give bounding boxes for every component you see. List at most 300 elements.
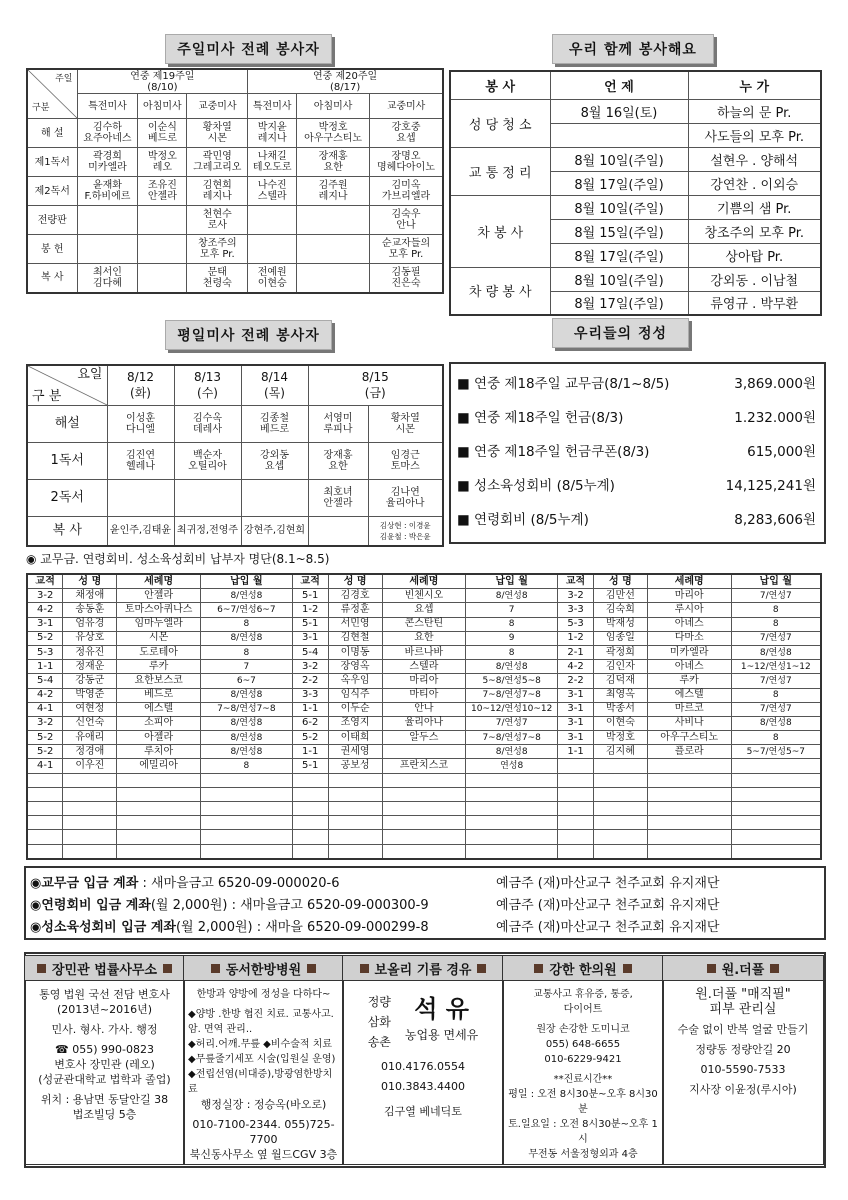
ad-box	[342, 955, 504, 1165]
donor-cell	[731, 759, 821, 773]
ad-big: 석 유	[414, 995, 469, 1023]
donor-cell: 미카엘라	[647, 645, 731, 659]
donor-cell: 권세영	[328, 745, 382, 759]
volunteer-cell: 윤인주,김태윤	[107, 516, 174, 546]
donor-cell: 8	[466, 617, 558, 631]
service-who: 기쁨의 샘 Pr.	[688, 195, 821, 219]
ad-line: ◆양방 .한방 협진 치료. 교통사고.	[188, 1009, 334, 1020]
donor-cell: 마티아	[382, 688, 466, 702]
donor-cell: 4-2	[27, 688, 63, 702]
donor-cell: 임종일	[593, 631, 647, 645]
donor-cell: 김인자	[593, 660, 647, 674]
donor-cell: 9	[466, 631, 558, 645]
ad-line: 북신동사무소 옆 월드CGV 3층	[189, 1148, 338, 1161]
donor-cell: 장영옥	[328, 660, 382, 674]
donor-cell: 2-1	[558, 645, 594, 659]
donor-cell	[63, 787, 117, 801]
table-row	[27, 479, 443, 516]
donor-cell: 8	[466, 645, 558, 659]
donor-cell: 베드로	[117, 688, 201, 702]
ad-body	[503, 981, 663, 1168]
volunteer-cell: 김상현 : 이경윤 김윤철 : 박은윤	[368, 516, 443, 546]
donor-cell: 아녜스	[647, 660, 731, 674]
donor-cell: 알두스	[382, 731, 466, 745]
donor-cell	[731, 802, 821, 816]
col-header: 성 명	[593, 574, 647, 589]
donor-cell	[63, 830, 117, 844]
offering-amount: 14,125,241원	[725, 478, 816, 494]
mass-header: 특전미사	[248, 94, 297, 119]
row-label: 제2독서	[27, 177, 77, 206]
row-label: 2독서	[27, 479, 107, 516]
ad-box	[183, 955, 344, 1165]
volunteer-cell: 강호중 요셉	[370, 119, 443, 148]
donor-cell: 4-1	[27, 702, 63, 716]
ad-side-item: 정량	[367, 995, 391, 1009]
table-row	[27, 745, 821, 759]
donor-cell	[27, 802, 63, 816]
row-label: 복 사	[27, 264, 77, 293]
donor-cell: 임마누엘라	[117, 617, 201, 631]
account-detail: (월 2,000원) : 새마을 6520-09-000299-8	[175, 920, 429, 935]
donor-cell: 8/연성8	[201, 745, 293, 759]
table-row	[27, 516, 443, 546]
diag-header: 주일 구분	[27, 69, 77, 119]
col-header: 교적	[27, 574, 63, 589]
ad-line: 교통사고 휴유증, 통증,	[533, 989, 633, 1000]
offering-amount: 1.232.000원	[734, 410, 816, 426]
donor-cell	[117, 802, 201, 816]
square-icon	[211, 964, 220, 973]
ad-line: 토.일요일 : 오전 8시30분~오후 1시	[508, 1119, 658, 1145]
bullet-icon: ■	[457, 410, 475, 426]
ad-line: 정량동 정량안길 20	[695, 1043, 791, 1056]
donor-cell: 7/연성7	[731, 589, 821, 603]
donor-cell: 3-1	[27, 617, 63, 631]
donor-cell: 8	[731, 731, 821, 745]
col-header: 납입 월	[466, 574, 558, 589]
square-icon	[360, 964, 369, 973]
service-who: 강외동 . 이남철	[688, 267, 821, 291]
table-row	[27, 773, 821, 787]
donor-cell: 3-1	[558, 716, 594, 730]
donor-cell: 5-2	[27, 631, 63, 645]
donor-cell: 빈첸시오	[382, 589, 466, 603]
donor-cell	[201, 802, 293, 816]
ad-line: 다이어트	[563, 1004, 603, 1015]
ad-box	[24, 955, 185, 1165]
donor-cell	[117, 816, 201, 830]
volunteer-cell: 윤재화 F.하비에르	[77, 177, 138, 206]
donor-cell	[292, 773, 328, 787]
donor-cell: 8/연성8	[466, 589, 558, 603]
ad-side-item: 송촌	[367, 1035, 391, 1049]
volunteer-cell: 김주원 레지나	[297, 177, 370, 206]
donor-cell	[292, 802, 328, 816]
square-icon	[534, 964, 543, 973]
volunteer-cell	[308, 516, 368, 546]
ad-line: 행정실장 : 정승옥(바오로)	[200, 1098, 327, 1111]
offering-label-text: 연령회비 (8/5누계)	[474, 512, 589, 528]
donor-cell: 7	[201, 660, 293, 674]
donor-cell: 김경호	[328, 589, 382, 603]
donor-cell: 8	[201, 759, 293, 773]
volunteer-cell: 황차열 시몬	[368, 405, 443, 442]
ad-brand	[347, 987, 499, 1057]
donor-cell: 3-2	[558, 589, 594, 603]
table-row	[27, 264, 443, 293]
donor-cell	[558, 773, 594, 787]
volunteer-cell: 임경근 토마스	[368, 442, 443, 479]
volunteer-cell: 이성훈 다니엘	[107, 405, 174, 442]
table-row	[27, 442, 443, 479]
donor-cell	[63, 844, 117, 859]
ad-line: 변호사 장민관 (레오)	[54, 1058, 155, 1071]
donor-cell: 정재운	[63, 660, 117, 674]
weekday-table	[26, 364, 444, 547]
service-name: 성 당 청 소	[450, 99, 550, 147]
date-header: 8/12 (화)	[107, 365, 174, 405]
ad-body	[25, 981, 184, 1128]
donor-cell: 사비나	[647, 716, 731, 730]
donor-cell: 소피아	[117, 716, 201, 730]
ad-body	[184, 981, 343, 1168]
donor-cell: 스텔라	[382, 660, 466, 674]
square-icon	[307, 964, 316, 973]
account-row	[30, 872, 820, 891]
volunteer-cell: 서영미 루피나	[308, 405, 368, 442]
ad-body	[343, 981, 503, 1128]
donor-cell: 이두순	[328, 702, 382, 716]
account-holder: 예금주 (재)마산교구 천주교회 유지재단	[496, 898, 720, 913]
col-header: 언 제	[550, 71, 688, 99]
donor-cell	[558, 759, 594, 773]
col-header: 성 명	[63, 574, 117, 589]
offering-amount: 615,000원	[747, 444, 816, 460]
donor-cell: 6~7	[201, 674, 293, 688]
volunteer-cell: 최서인 김다혜	[77, 264, 138, 293]
donor-cell: 7/연성7	[731, 631, 821, 645]
donor-cell	[647, 802, 731, 816]
offering-row	[457, 474, 816, 494]
table-row	[27, 617, 821, 631]
service-when: 8월 17일(주일)	[550, 291, 688, 315]
account-holder: 예금주 (재)마산교구 천주교회 유지재단	[496, 920, 720, 935]
ad-line: 위치 : 용남면 동달안길 38	[40, 1093, 169, 1106]
donor-cell	[466, 844, 558, 859]
donor-cell: 유상호	[63, 631, 117, 645]
donor-cell: 7~8/연성7~8	[466, 688, 558, 702]
donor-cell: 5-1	[292, 759, 328, 773]
donor-cell: 3-1	[558, 702, 594, 716]
offering-label-text: 연중 제18주일 교무금(8/1~8/5)	[474, 376, 670, 392]
ad-title-text: 장민관 법률사무소	[52, 962, 157, 978]
table-row	[27, 206, 443, 235]
ad-title-text: 동서한방병원	[225, 962, 302, 978]
donor-cell: 7/연성7	[731, 702, 821, 716]
col-header: 성 명	[328, 574, 382, 589]
donor-cell: 조영지	[328, 716, 382, 730]
service-when: 8월 16일(토)	[550, 99, 688, 123]
donor-cell	[328, 802, 382, 816]
table-row	[27, 802, 821, 816]
table-row	[27, 716, 821, 730]
donor-cell	[27, 773, 63, 787]
bullet-icon: ■	[457, 512, 475, 528]
offering-label	[457, 508, 589, 528]
volunteer-cell: 창조주의 모후 Pr.	[187, 235, 248, 264]
volunteer-cell: 강현주,김현희	[241, 516, 308, 546]
ad-line: ◆무릎줄기세포 시술(입원실 운영)	[188, 1054, 336, 1065]
donor-cell: 여현정	[63, 702, 117, 716]
offerings-box	[449, 362, 826, 544]
ad-line: (성균관대학교 법학과 졸업)	[38, 1073, 171, 1086]
volunteer-cell	[77, 235, 138, 264]
donor-cell	[466, 802, 558, 816]
donor-cell: 루치아	[117, 745, 201, 759]
donor-cell: 3-1	[558, 688, 594, 702]
mass-header: 아침미사	[138, 94, 187, 119]
ad-line: 지사장 이윤정(루시아)	[689, 1083, 797, 1096]
volunteer-cell: 김현희 레지나	[187, 177, 248, 206]
donor-cell	[647, 816, 731, 830]
donor-cell: 플로라	[647, 745, 731, 759]
donor-cell	[466, 773, 558, 787]
row-label: 제1독서	[27, 148, 77, 177]
volunteer-cell: 김숙우 안나	[370, 206, 443, 235]
col-header: 납입 월	[731, 574, 821, 589]
service-who: 설현우 . 양해석	[688, 147, 821, 171]
donor-cell: 채정애	[63, 589, 117, 603]
ad-line: ◆전립선염(비대증),방광염한방치료	[188, 1069, 333, 1095]
ad-title-text: 보올리 기름 경유	[374, 962, 472, 978]
col-header: 누 가	[688, 71, 821, 99]
service-who: 창조주의 모후 Pr.	[688, 219, 821, 243]
donor-cell	[328, 816, 382, 830]
donor-cell: 시몬	[117, 631, 201, 645]
donor-cell: 8	[201, 645, 293, 659]
donor-cell: 박종서	[593, 702, 647, 716]
donor-cell: 정경애	[63, 745, 117, 759]
ad-line: 수술 없이 반복 얼굴 만들기	[677, 1023, 809, 1036]
donor-cell: 7~8/연성7~8	[201, 702, 293, 716]
ad-line: 한방과 양방에 정성을 다하다~	[196, 989, 331, 1000]
diag-header: 요일 구 분	[27, 365, 107, 405]
donor-cell: 루시아	[647, 603, 731, 617]
donor-cell: 아녜스	[647, 617, 731, 631]
account-key: ◉성소육성회비 입금 계좌	[30, 920, 176, 935]
service-name: 차 량 봉 사	[450, 267, 550, 315]
donor-cell: 1-1	[558, 745, 594, 759]
donor-cell	[382, 844, 466, 859]
row-label: 복 사	[27, 516, 107, 546]
donor-cell: 8/연성8	[201, 716, 293, 730]
donor-cell: 7/연성7	[466, 716, 558, 730]
row-label: 전량판	[27, 206, 77, 235]
mass-header: 아침미사	[297, 94, 370, 119]
table-row	[27, 177, 443, 206]
account-row	[30, 916, 820, 935]
table-row	[450, 147, 821, 171]
donor-cell	[328, 844, 382, 859]
donor-cell	[382, 745, 466, 759]
ad-line: 010-6229-9421	[544, 1054, 622, 1065]
table-row	[27, 148, 443, 177]
volunteer-cell	[138, 235, 187, 264]
offering-label	[457, 406, 623, 426]
offering-amount: 8,283,606원	[734, 512, 816, 528]
table-row	[27, 688, 821, 702]
volunteer-cell	[248, 206, 297, 235]
donor-cell	[63, 773, 117, 787]
donor-cell: 5~8/연성5~8	[466, 674, 558, 688]
table-row	[27, 405, 443, 442]
offering-label	[457, 440, 649, 460]
ad-right	[404, 995, 479, 1045]
donor-cell	[27, 787, 63, 801]
mass-header: 교중미사	[187, 94, 248, 119]
table-row	[27, 631, 821, 645]
ad-line: 055) 648-6655	[545, 1039, 621, 1050]
donor-cell: 아우구스티노	[647, 731, 731, 745]
volunteer-title: 우리 함께 봉사해요	[552, 34, 714, 64]
donor-cell: 8	[731, 617, 821, 631]
col-header: 봉 사	[450, 71, 550, 99]
donor-cell	[328, 787, 382, 801]
volunteer-cell: 박정호 아우구스티노	[297, 119, 370, 148]
volunteer-cell	[77, 206, 138, 235]
donor-cell: 8/연성8	[466, 660, 558, 674]
donor-cell	[647, 759, 731, 773]
service-name: 교 통 정 리	[450, 147, 550, 195]
volunteer-cell: 조유진 안젤라	[138, 177, 187, 206]
donor-cell: 5-2	[27, 745, 63, 759]
account-detail: (월 2,000원) : 새마을금고 6520-09-000300-9	[150, 898, 429, 913]
ad-line: **진료시간**	[553, 1074, 613, 1085]
ad-line: 원장 손강한 도미니코	[536, 1024, 630, 1035]
donor-cell	[63, 816, 117, 830]
donor-cell	[466, 787, 558, 801]
donor-cell	[328, 830, 382, 844]
account-key: ◉연령회비 입금 계좌	[30, 898, 151, 913]
donor-cell	[558, 802, 594, 816]
ad-side	[368, 992, 391, 1052]
donor-cell	[593, 802, 647, 816]
donor-cell	[201, 816, 293, 830]
volunteer-cell: 김동필 진은숙	[370, 264, 443, 293]
ad-line: 김구열 베네딕토	[384, 1105, 462, 1118]
ad-line: 010-5590-7533	[700, 1063, 786, 1076]
account-detail: : 새마을금고 6520-09-000020-6	[138, 876, 340, 891]
table-row	[27, 759, 821, 773]
volunteer-cell: 나수진 스텔라	[248, 177, 297, 206]
table-row	[27, 674, 821, 688]
table-row	[27, 830, 821, 844]
donor-cell	[593, 773, 647, 787]
donor-cell	[466, 816, 558, 830]
table-row	[27, 844, 821, 859]
donor-cell: 연성8	[466, 759, 558, 773]
table-row	[27, 589, 821, 603]
donor-cell: 안젤라	[117, 589, 201, 603]
donor-cell	[558, 844, 594, 859]
ad-title	[184, 956, 343, 981]
donor-cell: 서민영	[328, 617, 382, 631]
volunteer-cell: 장재홍 요한	[308, 442, 368, 479]
donor-cell: 루카	[117, 660, 201, 674]
donor-cell: 1-1	[292, 702, 328, 716]
table-row	[27, 119, 443, 148]
donor-cell: 박영준	[63, 688, 117, 702]
donor-cell: 5-2	[27, 731, 63, 745]
table-row	[27, 660, 821, 674]
donor-cell: 3-3	[292, 688, 328, 702]
volunteer-cell: 최귀정,전영주	[174, 516, 241, 546]
volunteer-cell: 나채길 테오도로	[248, 148, 297, 177]
offering-row	[457, 440, 816, 460]
donor-cell	[27, 816, 63, 830]
donor-cell	[466, 830, 558, 844]
ad-line: 법조빌딩 5층	[72, 1108, 137, 1121]
donor-cell: 3-3	[558, 603, 594, 617]
ad-title-text: 강한 한의원	[549, 962, 617, 978]
row-label: 1독서	[27, 442, 107, 479]
donor-cell	[558, 816, 594, 830]
col-header: 세례명	[647, 574, 731, 589]
donor-cell	[382, 830, 466, 844]
donor-cell: 에스텔	[117, 702, 201, 716]
volunteer-cell: 김나연 율리아나	[368, 479, 443, 516]
table-row	[27, 816, 821, 830]
donor-cell: 4-2	[558, 660, 594, 674]
row-label: 해 설	[27, 119, 77, 148]
volunteer-cell	[174, 479, 241, 516]
donor-cell: 1~12/연성1~12	[731, 660, 821, 674]
sunday-table	[26, 68, 444, 294]
donor-cell	[593, 787, 647, 801]
ad-line: 010.3843.4400	[381, 1080, 465, 1093]
donor-cell	[292, 830, 328, 844]
donor-cell: 6-2	[292, 716, 328, 730]
donor-cell: 6~7/연성6~7	[201, 603, 293, 617]
square-icon	[707, 964, 716, 973]
ad-line: 무전동 서울정형외과 4층	[528, 1149, 638, 1160]
accounts-box	[24, 866, 826, 940]
service-who: 류영규 . 박무환	[688, 291, 821, 315]
donor-cell: 5-3	[558, 617, 594, 631]
donor-cell: 다마소	[647, 631, 731, 645]
donor-cell: 최영옥	[593, 688, 647, 702]
volunteer-table	[449, 70, 822, 316]
ad-line: 통영 법원 국선 전담 변호사	[39, 988, 170, 1001]
donor-cell	[27, 830, 63, 844]
donor-cell	[27, 844, 63, 859]
mass-header: 특전미사	[77, 94, 138, 119]
donor-cell	[201, 773, 293, 787]
donor-cell: 8/연성8	[731, 645, 821, 659]
ad-body	[663, 981, 823, 1103]
donor-cell	[63, 802, 117, 816]
volunteer-cell: 천현수 로사	[187, 206, 248, 235]
donor-cell: 5-2	[292, 731, 328, 745]
row-label: 봉 헌	[27, 235, 77, 264]
ad-line: 피부 관리실	[709, 1002, 777, 1017]
volunteer-cell: 장명오 명헤다아이노	[370, 148, 443, 177]
donor-cell: 이태희	[328, 731, 382, 745]
service-who: 상아탑 Pr.	[688, 243, 821, 267]
donor-cell: 1-1	[292, 745, 328, 759]
donor-cell: 8	[731, 603, 821, 617]
